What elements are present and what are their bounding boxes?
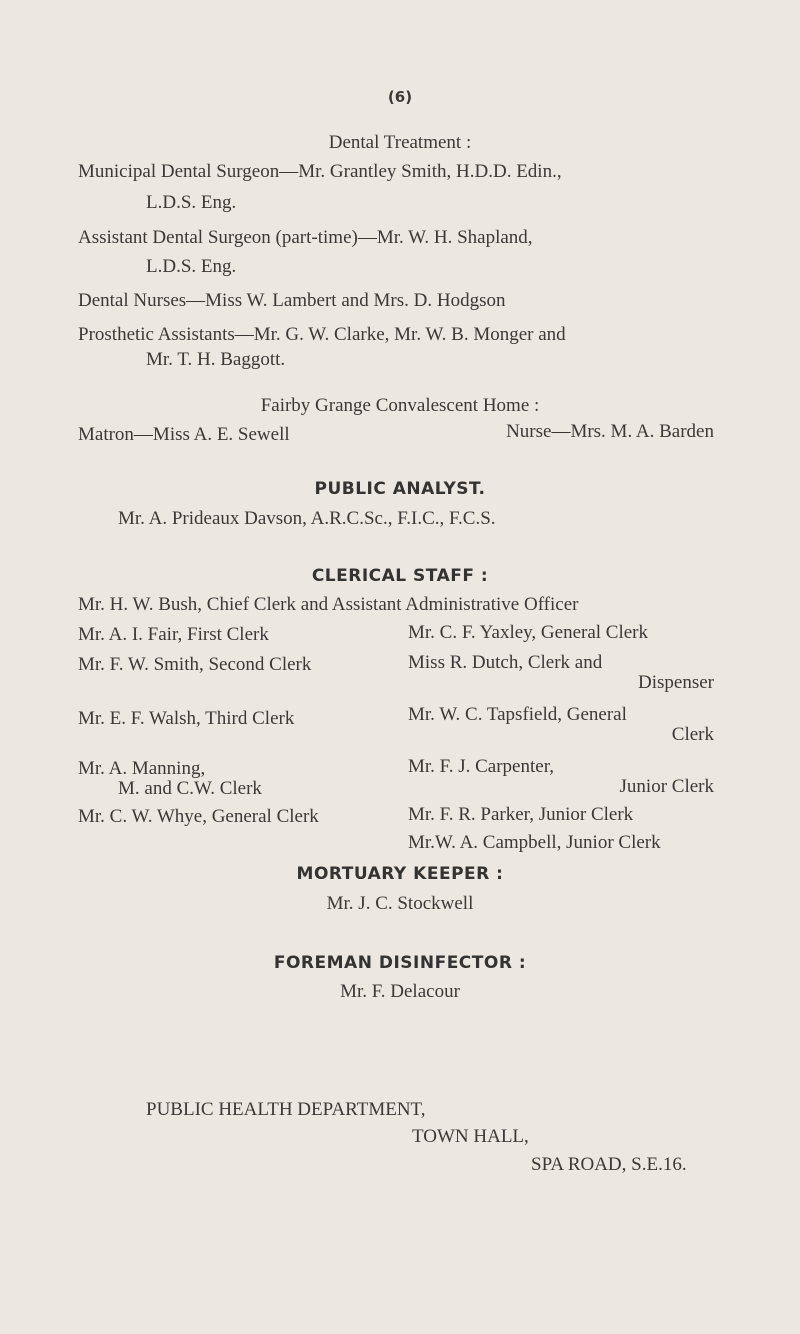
clerical-manning-line1: Mr. A. Manning, bbox=[78, 758, 206, 779]
clerical-manning-line2: M. and C.W. Clerk bbox=[118, 778, 262, 799]
mortuary-heading: MORTUARY KEEPER : bbox=[296, 864, 504, 884]
address-line2: TOWN HALL, bbox=[412, 1126, 529, 1147]
clerical-carpenter-line1: Mr. F. J. Carpenter, bbox=[408, 756, 555, 777]
analyst-name: Mr. A. Prideaux Davson, A.R.C.Sc., F.I.C., F.C.S. bbox=[118, 508, 496, 529]
dental-nurses: Dental Nurses—Miss W. Lambert and Mrs. D. Hodgson bbox=[78, 290, 506, 311]
fairby-nurse: Nurse—Mrs. M. A. Barden bbox=[506, 421, 714, 442]
foreman-heading: FOREMAN DISINFECTOR : bbox=[273, 953, 527, 973]
clerical-smith: Mr. F. W. Smith, Second Clerk bbox=[78, 654, 312, 675]
address-line1: PUBLIC HEALTH DEPARTMENT, bbox=[146, 1099, 426, 1120]
clerical-chief: Mr. H. W. Bush, Chief Clerk and Assistant Administrative Officer bbox=[78, 594, 579, 615]
clerical-yaxley: Mr. C. F. Yaxley, General Clerk bbox=[408, 622, 649, 643]
clerical-walsh: Mr. E. F. Walsh, Third Clerk bbox=[78, 708, 295, 729]
mortuary-name: Mr. J. C. Stockwell bbox=[326, 893, 474, 914]
clerical-carpenter-line2: Junior Clerk bbox=[619, 776, 714, 797]
dental-surgeon-line1: Municipal Dental Surgeon—Mr. Grantley Smith, H.D.D. Edin., bbox=[78, 161, 562, 182]
clerical-fair: Mr. A. I. Fair, First Clerk bbox=[78, 624, 269, 645]
prosthetic-line1: Prosthetic Assistants—Mr. G. W. Clarke, Mr. W. B. Monger and bbox=[78, 324, 566, 345]
foreman-name: Mr. F. Delacour bbox=[340, 981, 460, 1002]
dental-heading: Dental Treatment : bbox=[328, 132, 472, 153]
clerical-campbell: Mr.W. A. Campbell, Junior Clerk bbox=[408, 832, 661, 853]
fairby-matron: Matron—Miss A. E. Sewell bbox=[78, 424, 290, 445]
clerical-whye: Mr. C. W. Whye, General Clerk bbox=[78, 806, 319, 827]
page-number: (6) bbox=[387, 88, 413, 106]
assistant-surgeon-line2: L.D.S. Eng. bbox=[146, 256, 237, 277]
assistant-surgeon-line1: Assistant Dental Surgeon (part-time)—Mr. W. H. Shapland, bbox=[78, 227, 533, 248]
clerical-parker: Mr. F. R. Parker, Junior Clerk bbox=[408, 804, 634, 825]
dental-surgeon-line2: L.D.S. Eng. bbox=[146, 192, 237, 213]
address-line3: SPA ROAD, S.E.16. bbox=[531, 1154, 687, 1175]
fairby-heading: Fairby Grange Convalescent Home : bbox=[260, 395, 540, 416]
clerical-tapsfield-line1: Mr. W. C. Tapsfield, General bbox=[408, 704, 627, 725]
analyst-heading: PUBLIC ANALYST. bbox=[314, 479, 486, 499]
clerical-dutch-line1: Miss R. Dutch, Clerk and bbox=[408, 652, 603, 673]
prosthetic-line2: Mr. T. H. Baggott. bbox=[146, 349, 286, 370]
clerical-tapsfield-line2: Clerk bbox=[671, 724, 714, 745]
clerical-dutch-line2: Dispenser bbox=[638, 672, 714, 693]
clerical-heading: CLERICAL STAFF : bbox=[311, 566, 489, 586]
